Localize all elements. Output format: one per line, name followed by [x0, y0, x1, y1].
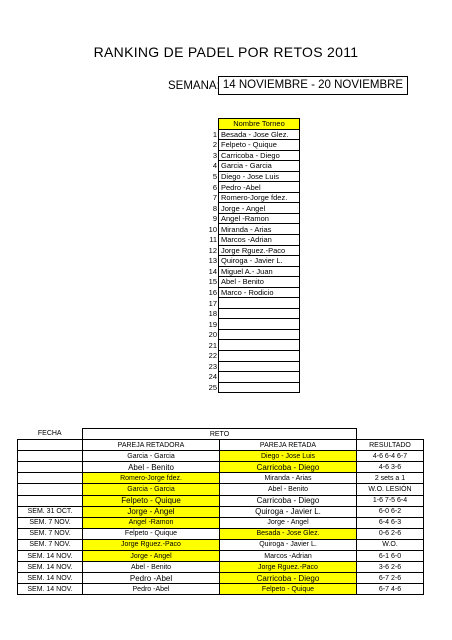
challenge-date: SEM. 7 NOV.: [18, 539, 83, 550]
challenge-date: SEM. 14 NOV.: [18, 562, 83, 573]
challenge-row: [18, 484, 424, 495]
ranking-row: [205, 287, 300, 298]
challenged-pair: Jorge - Angel: [220, 517, 357, 528]
ranking-pair-name: [219, 351, 300, 362]
ranking-position: 14: [208, 266, 217, 276]
ranking-table: [205, 118, 300, 393]
challenged-pair: Marcos -Adrian: [220, 551, 357, 562]
challenge-date: SEM. 14 NOV.: [18, 584, 83, 595]
ranking-position: 5: [212, 172, 217, 181]
ranking-row: [205, 150, 300, 161]
ranking-pair-name: Carricoba - Diego: [219, 150, 300, 161]
ranking-row: [205, 277, 300, 288]
challenge-date: [18, 495, 83, 506]
challenge-result: 3-6 2-6: [357, 562, 424, 573]
challenges-header-row-1: [18, 429, 424, 440]
ranking-pair-name: Besada - Jose Glez.: [219, 129, 300, 140]
challenge-result: 6-7 2-6: [357, 573, 424, 584]
challenge-row: [18, 562, 424, 573]
ranking-position: 6: [212, 182, 217, 192]
ranking-pair-name: [219, 361, 300, 372]
ranking-pair-name: [219, 382, 300, 393]
ranking-row: [205, 140, 300, 151]
challenge-result: 6-1 6-0: [357, 551, 424, 562]
challenger-pair: Abel - Benito: [83, 562, 220, 573]
ranking-row: [205, 171, 300, 182]
ranking-row: [205, 372, 300, 383]
challenge-date: [18, 473, 83, 484]
ranking-row: [205, 245, 300, 256]
ranking-position: 2: [212, 140, 217, 150]
ranking-position: 16: [208, 288, 217, 298]
challenge-result: 0-6 2-6: [357, 528, 424, 539]
ranking-pair-name: [219, 319, 300, 330]
challenger-pair: Angel -Ramon: [83, 517, 220, 528]
ranking-position: 21: [208, 340, 217, 350]
ranking-row: [205, 351, 300, 362]
ranking-row: [205, 319, 300, 330]
ranking-position: 25: [208, 382, 217, 392]
challenge-date: SEM. 7 NOV.: [18, 517, 83, 528]
ranking-row: [205, 192, 300, 203]
challenger-pair: Jorge - Angel: [83, 506, 220, 517]
ranking-row: [205, 182, 300, 193]
challenger-pair: Abel - Benito: [83, 462, 220, 473]
ranking-pair-name: Garcia - Garcia: [219, 161, 300, 172]
challenge-row: [18, 451, 424, 462]
ranking-position: 20: [208, 330, 217, 340]
ranking-pair-name: Jorge Rguez.-Paco: [219, 245, 300, 256]
ranking-row: [205, 129, 300, 140]
challenge-row: [18, 495, 424, 506]
header-spacer: [357, 429, 424, 440]
challenge-row: [18, 551, 424, 562]
ranking-pair-name: Marco - Rodicio: [219, 287, 300, 298]
ranking-row: [205, 382, 300, 393]
ranking-position: 13: [208, 256, 217, 266]
ranking-row: [205, 361, 300, 372]
ranking-row: [205, 298, 300, 309]
ranking-position: 15: [208, 277, 217, 287]
ranking-position: 4: [212, 161, 217, 171]
ranking-position: 19: [208, 319, 217, 329]
challenge-row: [18, 462, 424, 473]
challenge-date: [18, 451, 83, 462]
ranking-position: 3: [212, 150, 217, 160]
ranking-pair-name: [219, 340, 300, 351]
ranking-position: 9: [212, 214, 217, 224]
challenge-date: SEM. 7 NOV.: [18, 528, 83, 539]
challenge-date: [18, 484, 83, 495]
ranking-row: [205, 161, 300, 172]
challenged-header: PAREJA RETADA: [220, 440, 357, 451]
ranking-position: 18: [208, 309, 217, 319]
ranking-header-row: [205, 119, 300, 130]
challenged-pair: Diego - Jose Luis: [220, 451, 357, 462]
challenge-row: [18, 506, 424, 517]
challenged-pair: Miranda - Arias: [220, 473, 357, 484]
ranking-position: 7: [212, 193, 217, 203]
challenge-result: 2 sets a 1: [357, 473, 424, 484]
challenger-pair: Jorge - Angel: [83, 551, 220, 562]
ranking-pair-name: Quiroga - Javier L.: [219, 256, 300, 267]
ranking-row: [205, 224, 300, 235]
ranking-header: Nombre Torneo: [219, 119, 300, 130]
challenge-date: SEM. 14 NOV.: [18, 573, 83, 584]
challenge-header: RETO: [83, 429, 357, 440]
challenged-pair: Carricoba - Diego: [220, 495, 357, 506]
challenged-pair: Quiroga - Javier L.: [220, 506, 357, 517]
challenger-pair: Pedro -Abel: [83, 584, 220, 595]
challenge-row: [18, 539, 424, 550]
date-header: FECHA: [37, 430, 62, 438]
challenged-pair: Quiroga - Javier L.: [220, 539, 357, 550]
challenger-pair: Jorge Rguez.-Paco: [83, 539, 220, 550]
challenge-result: 6-7 4-6: [357, 584, 424, 595]
challenged-pair: Besada - Jose Glez.: [220, 528, 357, 539]
ranking-position: 22: [208, 351, 217, 361]
ranking-row: [205, 235, 300, 246]
ranking-pair-name: Felpeto - Quique: [219, 140, 300, 151]
ranking-row: [205, 213, 300, 224]
ranking-position: 11: [209, 235, 217, 245]
ranking-position: 1: [212, 129, 217, 139]
ranking-pair-name: Angel -Ramon: [219, 213, 300, 224]
challenge-result: 4-6 6-4 6-7: [357, 451, 424, 462]
ranking-row: [205, 256, 300, 267]
ranking-pair-name: Diego - Jose Luis: [219, 171, 300, 182]
ranking-pair-name: Miranda - Arias: [219, 224, 300, 235]
result-header: RESULTADO: [357, 440, 424, 451]
ranking-pair-name: Jorge - Angel: [219, 203, 300, 214]
ranking-position: 17: [208, 298, 217, 308]
ranking-row: [205, 329, 300, 340]
challenged-pair: Carricoba - Diego: [220, 462, 357, 473]
ranking-row: [205, 340, 300, 351]
ranking-pair-name: Marcos -Adrian: [219, 235, 300, 246]
ranking-row: [205, 203, 300, 214]
challenge-date: SEM. 31 OCT.: [18, 506, 83, 517]
ranking-header-spacer: [205, 119, 219, 130]
ranking-row: [205, 266, 300, 277]
challenges-header-row-2: [18, 440, 424, 451]
ranking-pair-name: Romero-Jorge fdez.: [219, 192, 300, 203]
challenge-row: [18, 573, 424, 584]
challenger-pair: Felpeto - Quique: [83, 495, 220, 506]
ranking-position: 10: [208, 224, 217, 234]
challenged-pair: Jorge Rguez.-Paco: [220, 562, 357, 573]
challenges-table: [17, 428, 424, 595]
challenge-result: W.O. LESIÓN: [357, 484, 424, 495]
challenged-pair: Abel - Benito: [220, 484, 357, 495]
challenge-row: [18, 517, 424, 528]
ranking-position: 12: [208, 245, 217, 255]
week-range: 14 NOVIEMBRE - 20 NOVIEMBRE: [218, 76, 408, 95]
challenger-pair: Garcia - Garcia: [83, 451, 220, 462]
challenger-pair: Pedro -Abel: [83, 573, 220, 584]
ranking-position: 23: [208, 361, 217, 371]
ranking-position: 8: [212, 203, 217, 213]
challenged-pair: Carricoba - Diego: [220, 573, 357, 584]
challenge-row: [18, 528, 424, 539]
ranking-pair-name: Pedro -Abel: [219, 182, 300, 193]
ranking-pair-name: Abel - Benito: [219, 277, 300, 288]
challenge-result: 6-0 6-2: [357, 506, 424, 517]
challenge-result: W.O.: [357, 539, 424, 550]
challenge-row: [18, 584, 424, 595]
ranking-row: [205, 308, 300, 319]
week-label: SEMANA:: [168, 80, 220, 92]
challenge-result: 1-6 7-5 6-4: [357, 495, 424, 506]
date-subheader: [18, 440, 83, 451]
ranking-pair-name: [219, 298, 300, 309]
ranking-pair-name: [219, 372, 300, 383]
challenge-date: SEM. 14 NOV.: [18, 551, 83, 562]
challenge-date: [18, 462, 83, 473]
challenger-pair: Romero-Jorge fdez.: [83, 473, 220, 484]
ranking-pair-name: Miguel A.- Juan: [219, 266, 300, 277]
challenge-row: [18, 473, 424, 484]
page-title: RANKING DE PADEL POR RETOS 2011: [93, 44, 359, 60]
challenge-result: 6-4 6-3: [357, 517, 424, 528]
challenger-pair: Garcia - Garcia: [83, 484, 220, 495]
ranking-position: 24: [208, 372, 217, 382]
ranking-pair-name: [219, 329, 300, 340]
challenger-header: PAREJA RETADORA: [83, 440, 220, 451]
ranking-pair-name: [219, 308, 300, 319]
challenger-pair: Felpeto - Quique: [83, 528, 220, 539]
challenged-pair: Felpeto - Quique: [220, 584, 357, 595]
challenge-result: 4-6 3-6: [357, 462, 424, 473]
